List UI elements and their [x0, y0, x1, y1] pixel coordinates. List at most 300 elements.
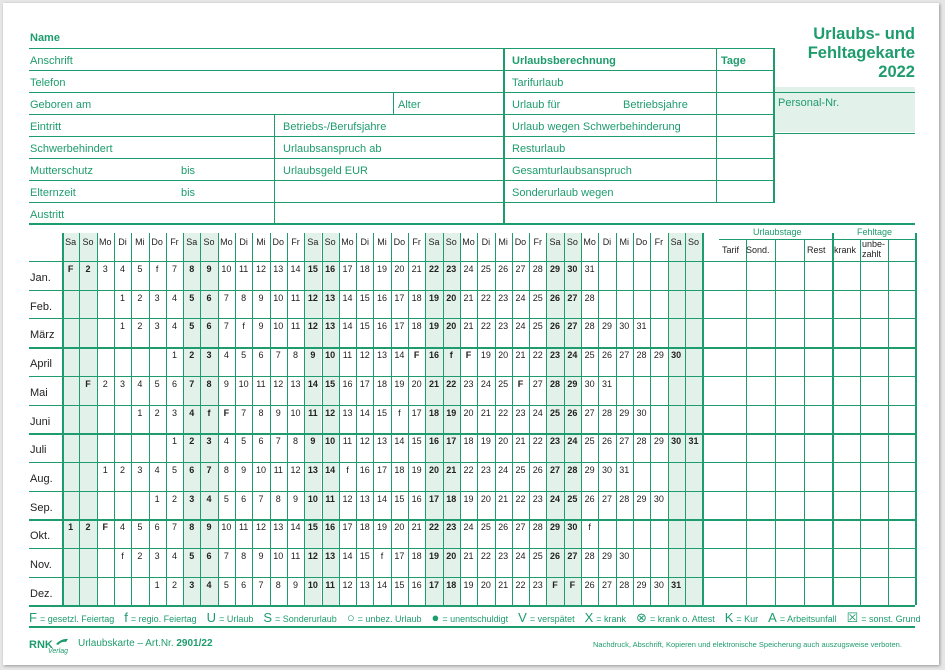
day-cell[interactable]: 16 — [411, 493, 422, 504]
day-cell[interactable]: 13 — [359, 579, 370, 590]
day-cell[interactable]: f — [207, 407, 211, 418]
day-cell[interactable]: 10 — [307, 579, 318, 590]
day-cell[interactable]: 4 — [206, 493, 212, 504]
day-cell[interactable]: 31 — [636, 321, 647, 332]
day-cell[interactable]: 19 — [428, 321, 439, 332]
day-cell[interactable]: 22 — [480, 321, 491, 332]
day-cell[interactable]: 4 — [189, 407, 195, 418]
day-cell[interactable]: 28 — [550, 378, 561, 389]
day-cell[interactable]: 30 — [619, 321, 630, 332]
day-cell[interactable]: 28 — [636, 350, 647, 361]
day-cell[interactable]: f — [242, 321, 245, 332]
day-cell[interactable]: 23 — [550, 436, 561, 447]
day-cell[interactable]: 25 — [532, 551, 543, 561]
day-cell[interactable]: 16 — [377, 292, 388, 303]
day-cell[interactable]: 10 — [307, 493, 318, 504]
day-cell[interactable]: 3 — [189, 579, 195, 590]
day-cell[interactable]: 24 — [567, 436, 578, 447]
day-cell[interactable]: 15 — [394, 579, 405, 590]
day-cell[interactable]: 1 — [68, 522, 74, 533]
day-cell[interactable]: 19 — [411, 464, 422, 475]
day-cell[interactable]: 10 — [255, 464, 266, 475]
day-cell[interactable]: 5 — [137, 522, 143, 533]
day-cell[interactable]: 10 — [273, 292, 284, 303]
day-cell[interactable]: 27 — [567, 321, 578, 332]
day-cell[interactable]: 7 — [223, 292, 229, 303]
day-cell[interactable]: 10 — [273, 321, 284, 332]
day-cell[interactable]: 2 — [120, 464, 126, 475]
day-cell[interactable]: 15 — [359, 551, 370, 561]
day-cell[interactable]: 4 — [171, 321, 177, 332]
day-cell[interactable]: 15 — [359, 292, 370, 303]
day-cell[interactable]: 16 — [325, 264, 336, 274]
day-cell[interactable]: 30 — [567, 264, 578, 274]
day-cell[interactable]: 29 — [584, 464, 595, 475]
day-cell[interactable]: 26 — [550, 321, 561, 332]
day-cell[interactable]: 26 — [498, 264, 509, 274]
day-cell[interactable]: 22 — [515, 579, 526, 590]
day-cell[interactable]: 24 — [550, 493, 561, 504]
day-cell[interactable]: 13 — [359, 493, 370, 504]
day-cell[interactable]: 8 — [258, 407, 264, 418]
day-cell[interactable]: 30 — [653, 579, 664, 590]
day-cell[interactable]: 18 — [359, 522, 370, 533]
day-cell[interactable]: 9 — [293, 579, 299, 590]
day-cell[interactable]: 12 — [307, 321, 318, 332]
day-cell[interactable]: 8 — [223, 464, 229, 475]
day-cell[interactable]: 23 — [446, 522, 457, 533]
day-cell[interactable]: 3 — [154, 551, 160, 561]
day-cell[interactable]: 15 — [411, 436, 422, 447]
day-cell[interactable]: 23 — [498, 551, 509, 561]
day-cell[interactable]: 27 — [584, 407, 595, 418]
day-cell[interactable]: 21 — [463, 551, 474, 561]
day-cell[interactable]: 23 — [463, 378, 474, 389]
day-cell[interactable]: 23 — [446, 264, 457, 274]
day-cell[interactable]: 7 — [171, 522, 177, 533]
day-cell[interactable]: 11 — [238, 522, 249, 533]
day-cell[interactable]: 12 — [325, 407, 336, 418]
day-cell[interactable]: 7 — [206, 464, 212, 475]
day-cell[interactable]: 8 — [293, 350, 299, 361]
day-cell[interactable]: 25 — [498, 378, 509, 389]
day-cell[interactable]: 24 — [515, 292, 526, 303]
day-cell[interactable]: 8 — [293, 436, 299, 447]
day-cell[interactable]: f — [380, 551, 384, 561]
day-cell[interactable]: 20 — [446, 551, 457, 561]
day-cell[interactable]: 3 — [102, 264, 108, 274]
day-cell[interactable]: 16 — [325, 522, 336, 533]
day-cell[interactable]: 15 — [377, 407, 388, 418]
day-cell[interactable]: 25 — [584, 350, 595, 361]
day-cell[interactable]: 31 — [688, 436, 699, 447]
day-cell[interactable]: 2 — [189, 350, 195, 361]
day-cell[interactable]: 17 — [394, 292, 405, 303]
day-cell[interactable]: 30 — [671, 350, 682, 361]
day-cell[interactable]: 24 — [567, 350, 578, 361]
day-cell[interactable]: 1 — [102, 464, 108, 475]
day-cell[interactable]: 16 — [428, 436, 439, 447]
day-cell[interactable]: 8 — [241, 292, 247, 303]
day-cell[interactable]: 7 — [258, 493, 264, 504]
day-cell[interactable]: 29 — [653, 436, 664, 447]
day-cell[interactable]: 19 — [463, 493, 474, 504]
day-cell[interactable]: 26 — [584, 579, 595, 590]
day-cell[interactable]: 18 — [411, 551, 422, 561]
day-cell[interactable]: 4 — [206, 579, 212, 590]
day-cell[interactable]: 17 — [342, 264, 353, 274]
day-cell[interactable]: 21 — [498, 493, 509, 504]
day-cell[interactable]: 21 — [515, 350, 526, 361]
day-cell[interactable]: 13 — [377, 436, 388, 447]
day-cell[interactable]: 9 — [258, 292, 264, 303]
day-cell[interactable]: 24 — [515, 551, 526, 561]
day-cell[interactable]: 5 — [137, 264, 143, 274]
day-cell[interactable]: 19 — [377, 522, 388, 533]
day-cell[interactable]: 22 — [446, 378, 457, 389]
day-cell[interactable]: F — [569, 579, 576, 590]
day-cell[interactable]: 23 — [532, 579, 543, 590]
day-cell[interactable]: 2 — [85, 264, 91, 274]
day-cell[interactable]: 6 — [189, 464, 195, 475]
day-cell[interactable]: 13 — [325, 292, 336, 303]
day-cell[interactable]: 21 — [498, 579, 509, 590]
day-cell[interactable]: 16 — [428, 350, 439, 361]
day-cell[interactable]: 31 — [601, 378, 612, 389]
day-cell[interactable]: 8 — [206, 378, 212, 389]
day-cell[interactable]: 21 — [515, 436, 526, 447]
day-cell[interactable]: 4 — [223, 436, 229, 447]
day-cell[interactable]: 30 — [653, 493, 664, 504]
day-cell[interactable]: 10 — [290, 407, 301, 418]
day-cell[interactable]: 14 — [359, 407, 370, 418]
day-cell[interactable]: f — [346, 464, 349, 475]
day-cell[interactable]: 24 — [463, 522, 474, 533]
day-cell[interactable]: 4 — [120, 264, 126, 274]
day-cell[interactable]: 13 — [325, 321, 336, 332]
day-cell[interactable]: 3 — [137, 464, 143, 475]
day-cell[interactable]: 4 — [154, 464, 160, 475]
day-cell[interactable]: 2 — [137, 292, 143, 303]
day-cell[interactable]: 6 — [206, 551, 212, 561]
day-cell[interactable]: 19 — [377, 264, 388, 274]
day-cell[interactable]: 30 — [601, 464, 612, 475]
day-cell[interactable]: 14 — [290, 522, 301, 533]
day-cell[interactable]: 25 — [480, 264, 491, 274]
day-cell[interactable]: 17 — [394, 551, 405, 561]
day-cell[interactable]: 14 — [325, 464, 336, 475]
day-cell[interactable]: 23 — [550, 350, 561, 361]
day-cell[interactable]: 28 — [567, 464, 578, 475]
day-cell[interactable]: 7 — [223, 551, 229, 561]
day-cell[interactable]: 4 — [223, 350, 229, 361]
day-cell[interactable]: 11 — [290, 321, 301, 332]
day-cell[interactable]: 27 — [567, 551, 578, 561]
day-cell[interactable]: 20 — [480, 493, 491, 504]
day-cell[interactable]: 6 — [258, 436, 264, 447]
day-cell[interactable]: 29 — [636, 493, 647, 504]
day-cell[interactable]: 11 — [273, 464, 283, 475]
day-cell[interactable]: F — [223, 407, 230, 418]
day-cell[interactable]: 11 — [238, 264, 249, 274]
day-cell[interactable]: 2 — [171, 493, 177, 504]
day-cell[interactable]: 25 — [584, 436, 595, 447]
day-cell[interactable]: 26 — [584, 493, 595, 504]
day-cell[interactable]: 11 — [290, 551, 301, 561]
day-cell[interactable]: 29 — [619, 407, 630, 418]
day-cell[interactable]: 14 — [394, 436, 405, 447]
day-cell[interactable]: 18 — [394, 464, 405, 475]
day-cell[interactable]: 21 — [411, 522, 422, 533]
day-cell[interactable]: 23 — [480, 464, 491, 475]
day-cell[interactable]: 9 — [275, 407, 281, 418]
day-cell[interactable]: 25 — [567, 493, 578, 504]
day-cell[interactable]: 29 — [653, 350, 664, 361]
day-cell[interactable]: 25 — [515, 464, 526, 475]
day-cell[interactable]: 21 — [428, 378, 439, 389]
day-cell[interactable]: 18 — [463, 436, 474, 447]
day-cell[interactable]: 26 — [601, 350, 612, 361]
day-cell[interactable]: 13 — [325, 551, 336, 561]
day-cell[interactable]: 6 — [258, 350, 264, 361]
day-cell[interactable]: 3 — [120, 378, 126, 389]
day-cell[interactable]: 19 — [394, 378, 405, 389]
day-cell[interactable]: 5 — [189, 292, 195, 303]
day-cell[interactable]: 9 — [241, 464, 247, 475]
day-cell[interactable]: 25 — [550, 407, 561, 418]
day-cell[interactable]: F — [85, 378, 91, 389]
day-cell[interactable]: 14 — [377, 579, 388, 590]
day-cell[interactable]: 3 — [206, 436, 212, 447]
day-cell[interactable]: 10 — [325, 350, 336, 361]
day-cell[interactable]: 6 — [241, 579, 247, 590]
day-cell[interactable]: 20 — [411, 378, 422, 389]
day-cell[interactable]: 17 — [428, 579, 439, 590]
day-cell[interactable]: 1 — [137, 407, 143, 418]
day-cell[interactable]: F — [67, 264, 74, 274]
day-cell[interactable]: 27 — [515, 522, 526, 533]
day-cell[interactable]: 3 — [171, 407, 177, 418]
day-cell[interactable]: 4 — [171, 551, 177, 561]
day-cell[interactable]: 11 — [256, 378, 266, 389]
day-cell[interactable]: 7 — [258, 579, 264, 590]
day-cell[interactable]: 13 — [342, 407, 353, 418]
day-cell[interactable]: 22 — [532, 350, 543, 361]
day-cell[interactable]: F — [465, 350, 472, 361]
day-cell[interactable]: 24 — [532, 407, 543, 418]
day-cell[interactable]: 10 — [273, 551, 284, 561]
day-cell[interactable]: 21 — [411, 264, 422, 274]
day-cell[interactable]: F — [517, 378, 524, 389]
day-cell[interactable]: 18 — [359, 264, 370, 274]
day-cell[interactable]: 20 — [428, 464, 439, 475]
day-cell[interactable]: 11 — [308, 407, 318, 418]
day-cell[interactable]: 9 — [223, 378, 229, 389]
day-cell[interactable]: 2 — [85, 522, 91, 533]
day-cell[interactable]: 10 — [221, 522, 232, 533]
day-cell[interactable]: 12 — [273, 378, 284, 389]
day-cell[interactable]: 4 — [120, 522, 126, 533]
day-cell[interactable]: 25 — [480, 522, 491, 533]
day-cell[interactable]: f — [449, 350, 453, 361]
day-cell[interactable]: 28 — [584, 551, 595, 561]
day-cell[interactable]: 17 — [446, 436, 457, 447]
day-cell[interactable]: 22 — [428, 522, 439, 533]
day-cell[interactable]: 5 — [241, 436, 247, 447]
day-cell[interactable]: 18 — [446, 493, 457, 504]
day-cell[interactable]: 7 — [223, 321, 229, 332]
day-cell[interactable]: 13 — [290, 378, 301, 389]
day-cell[interactable]: 18 — [377, 378, 388, 389]
day-cell[interactable]: 5 — [241, 350, 247, 361]
day-cell[interactable]: 6 — [241, 493, 247, 504]
day-cell[interactable]: 22 — [515, 493, 526, 504]
day-cell[interactable]: 13 — [377, 350, 388, 361]
day-cell[interactable]: 5 — [171, 464, 177, 475]
day-cell[interactable]: 15 — [307, 264, 318, 274]
day-cell[interactable]: 21 — [480, 407, 491, 418]
day-cell[interactable]: 19 — [480, 436, 491, 447]
day-cell[interactable]: 16 — [377, 321, 388, 332]
day-cell[interactable]: 27 — [619, 350, 630, 361]
day-cell[interactable]: 3 — [189, 493, 195, 504]
day-cell[interactable]: 4 — [171, 292, 177, 303]
day-cell[interactable]: 8 — [189, 264, 195, 274]
day-cell[interactable]: 3 — [206, 350, 212, 361]
day-cell[interactable]: 26 — [532, 464, 543, 475]
day-cell[interactable]: 26 — [601, 436, 612, 447]
day-cell[interactable]: 1 — [171, 436, 177, 447]
day-cell[interactable]: 13 — [273, 522, 284, 533]
day-cell[interactable]: f — [121, 551, 124, 561]
day-cell[interactable]: 14 — [307, 378, 318, 389]
day-cell[interactable]: 27 — [619, 436, 630, 447]
day-cell[interactable]: 29 — [567, 378, 578, 389]
day-cell[interactable]: 2 — [137, 321, 143, 332]
day-cell[interactable]: 17 — [342, 522, 353, 533]
day-cell[interactable]: 5 — [223, 579, 229, 590]
day-cell[interactable]: 24 — [480, 378, 491, 389]
day-cell[interactable]: 11 — [325, 579, 335, 590]
day-cell[interactable]: 30 — [636, 407, 647, 418]
day-cell[interactable]: 6 — [154, 522, 160, 533]
day-cell[interactable]: f — [588, 522, 591, 533]
day-cell[interactable]: 12 — [255, 264, 266, 274]
day-cell[interactable]: 14 — [342, 321, 353, 332]
day-cell[interactable]: 10 — [221, 264, 232, 274]
day-cell[interactable]: 1 — [171, 350, 177, 361]
day-cell[interactable]: 20 — [463, 407, 474, 418]
day-cell[interactable]: 8 — [241, 551, 247, 561]
day-cell[interactable]: 2 — [189, 436, 195, 447]
day-cell[interactable]: 17 — [394, 321, 405, 332]
day-cell[interactable]: 7 — [241, 407, 247, 418]
day-cell[interactable]: 27 — [601, 579, 612, 590]
day-cell[interactable]: 15 — [325, 378, 336, 389]
day-cell[interactable]: 14 — [342, 551, 353, 561]
day-cell[interactable]: 20 — [446, 321, 457, 332]
day-cell[interactable]: 27 — [532, 378, 543, 389]
day-cell[interactable]: 20 — [498, 350, 509, 361]
day-cell[interactable]: 15 — [394, 493, 405, 504]
day-cell[interactable]: 6 — [206, 292, 212, 303]
day-cell[interactable]: 22 — [428, 264, 439, 274]
day-cell[interactable]: 13 — [307, 464, 318, 475]
day-cell[interactable]: 2 — [102, 378, 108, 389]
day-cell[interactable]: 19 — [428, 551, 439, 561]
day-cell[interactable]: 9 — [258, 551, 264, 561]
day-cell[interactable]: 13 — [273, 264, 284, 274]
day-cell[interactable]: 17 — [428, 493, 439, 504]
day-cell[interactable]: 3 — [154, 321, 160, 332]
day-cell[interactable]: 19 — [446, 407, 457, 418]
day-cell[interactable]: 28 — [619, 493, 630, 504]
day-cell[interactable]: 28 — [584, 321, 595, 332]
day-cell[interactable]: 30 — [584, 378, 595, 389]
day-cell[interactable]: 14 — [290, 264, 301, 274]
day-cell[interactable]: 1 — [154, 493, 160, 504]
day-cell[interactable]: 7 — [189, 378, 195, 389]
day-cell[interactable]: 9 — [206, 264, 212, 274]
day-cell[interactable]: 2 — [154, 407, 160, 418]
day-cell[interactable]: 20 — [394, 522, 405, 533]
day-cell[interactable]: 15 — [307, 522, 318, 533]
day-cell[interactable]: 11 — [290, 292, 301, 303]
day-cell[interactable]: 11 — [342, 350, 353, 361]
day-cell[interactable]: 16 — [411, 579, 422, 590]
day-cell[interactable]: 29 — [636, 579, 647, 590]
day-cell[interactable]: 22 — [498, 407, 509, 418]
day-cell[interactable]: 26 — [550, 292, 561, 303]
day-cell[interactable]: 7 — [275, 350, 281, 361]
day-cell[interactable]: 27 — [601, 493, 612, 504]
day-cell[interactable]: 3 — [154, 292, 160, 303]
day-cell[interactable]: 1 — [154, 579, 160, 590]
day-cell[interactable]: 9 — [293, 493, 299, 504]
day-cell[interactable]: 10 — [238, 378, 249, 389]
day-cell[interactable]: 20 — [480, 579, 491, 590]
day-cell[interactable]: 23 — [532, 493, 543, 504]
day-cell[interactable]: 23 — [498, 292, 509, 303]
day-cell[interactable]: 20 — [498, 436, 509, 447]
day-cell[interactable]: 19 — [428, 292, 439, 303]
day-cell[interactable]: 9 — [258, 321, 264, 332]
day-cell[interactable]: 12 — [342, 493, 353, 504]
day-cell[interactable]: 17 — [411, 407, 422, 418]
day-cell[interactable]: 22 — [480, 292, 491, 303]
day-cell[interactable]: 10 — [325, 436, 336, 447]
day-cell[interactable]: 7 — [275, 436, 281, 447]
day-cell[interactable]: f — [155, 264, 159, 274]
day-cell[interactable]: 28 — [584, 292, 595, 303]
day-cell[interactable]: 14 — [394, 350, 405, 361]
day-cell[interactable]: 19 — [463, 579, 474, 590]
day-cell[interactable]: 6 — [171, 378, 177, 389]
day-cell[interactable]: 26 — [550, 551, 561, 561]
day-cell[interactable]: 26 — [567, 407, 578, 418]
day-cell[interactable]: 27 — [550, 464, 561, 475]
day-cell[interactable]: 18 — [411, 292, 422, 303]
day-cell[interactable]: 29 — [601, 551, 612, 561]
day-cell[interactable]: 24 — [498, 464, 509, 475]
day-cell[interactable]: 18 — [446, 579, 457, 590]
day-cell[interactable]: 14 — [377, 493, 388, 504]
day-cell[interactable]: 20 — [394, 264, 405, 274]
day-cell[interactable]: 22 — [480, 551, 491, 561]
day-cell[interactable]: 8 — [275, 579, 281, 590]
day-cell[interactable]: 25 — [532, 292, 543, 303]
day-cell[interactable]: 22 — [532, 436, 543, 447]
